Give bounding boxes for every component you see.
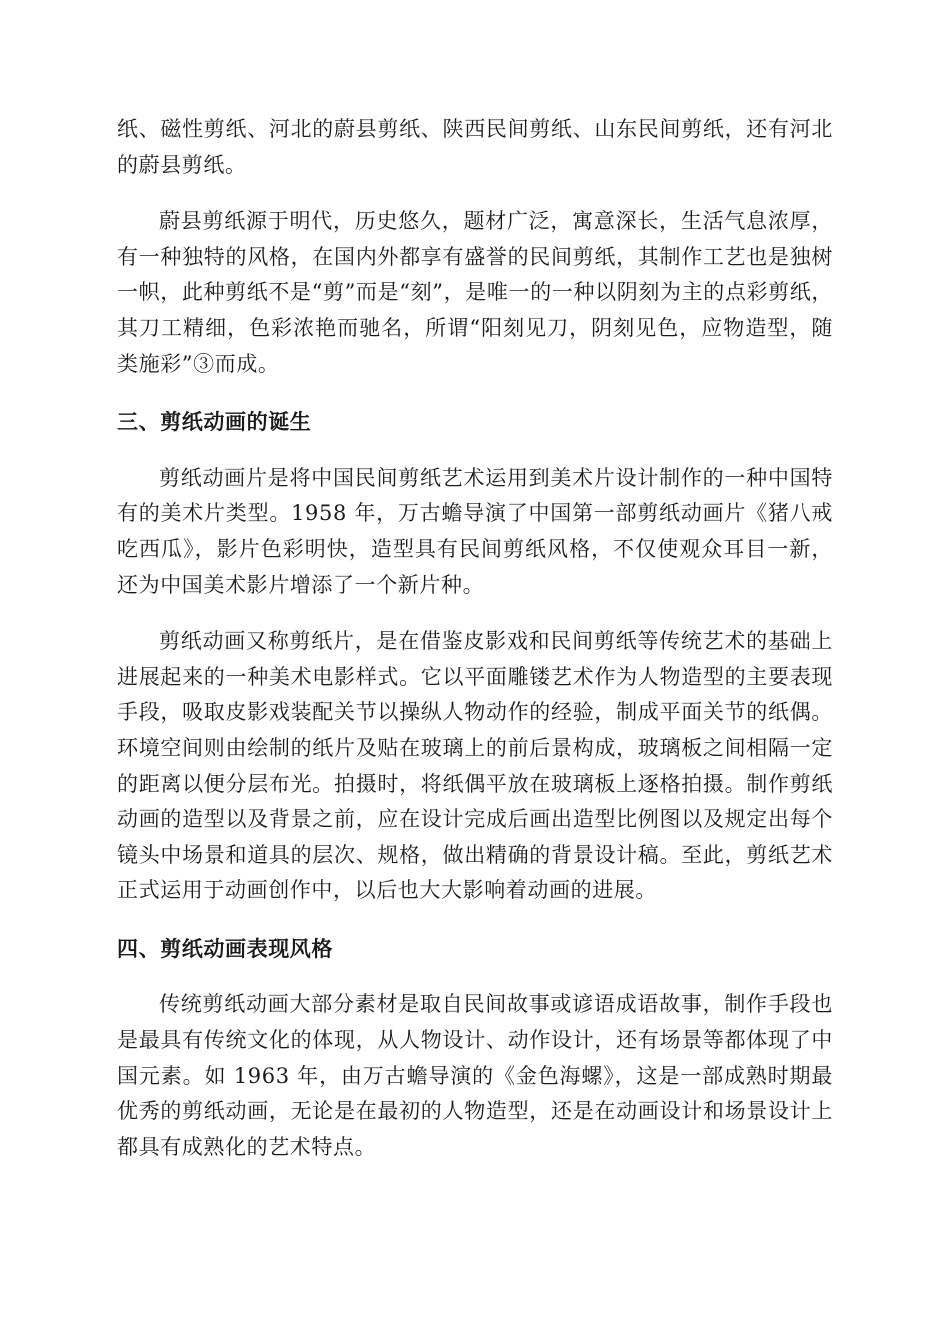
section-heading-4: 四、剪纸动画表现风格 <box>117 935 333 961</box>
section-heading-3: 三、剪纸动画的诞生 <box>117 409 312 435</box>
paragraph-yuxian-papercut: 蔚县剪纸源于明代，历史悠久，题材广泛，寓意深长，生活气息浓厚，有一种独特的风格，在国内外都享有盛誉的民间剪纸，其制作工艺也是独树一帜，此种剪纸不是“剪”而是“刻”，是唯一的一种以阴刻为主的点彩剪纸，其刀工精细，色彩浓艳而驰名，所谓“阳刻见刀，阴刻见色，应物造型，随类施彩”③而成。 <box>117 209 833 376</box>
paragraph-continuation: 纸、磁性剪纸、河北的蔚县剪纸、陕西民间剪纸、山东民间剪纸，还有河北的蔚县剪纸。 <box>117 117 833 177</box>
paragraph-animation-definition: 剪纸动画又称剪纸片，是在借鉴皮影戏和民间剪纸等传统艺术的基础上进展起来的一种美术电影样式。它以平面雕镂艺术作为人物造型的主要表现手段，吸取皮影戏装配关节以操纵人物动作的经验，制成平面关节的纸偶。环境空间则由绘制的纸片及贴在玻璃上的前后景构成，玻璃板之间相隔一定的距离以便分层布光。拍摄时，将纸偶平放在玻璃板上逐格拍摄。制作剪纸动画的造型以及背景之前，应在设计完成后画出造型比例图以及规定出每个镜头中场景和道具的层次、规格，做出精确的背景设计稿。至此，剪纸艺术正式运用于动画创作中，以后也大大影响着动画的进展。 <box>117 629 833 903</box>
paragraph-animation-birth: 剪纸动画片是将中国民间剪纸艺术运用到美术片设计制作的一种中国特有的美术片类型。1958 年，万古蟾导演了中国第一部剪纸动画片《猪八戒吃西瓜》，影片色彩明快，造型具有民间剪纸风格，不仅使观众耳目一新，还为中国美术影片增添了一个新片种。 <box>117 465 833 597</box>
document-page <box>117 112 833 1165</box>
paragraph-animation-style: 传统剪纸动画大部分素材是取自民间故事或谚语成语故事，制作手段也是最具有传统文化的体现，从人物设计、动作设计，还有场景等都体现了中国元素。如 1963 年，由万古蟾导演的《金色海螺》，这是一部成熟时期最优秀的剪纸动画，无论是在最初的人物造型，还是在动画设计和场景设计上都具有成熟化的艺术特点。 <box>117 992 833 1159</box>
